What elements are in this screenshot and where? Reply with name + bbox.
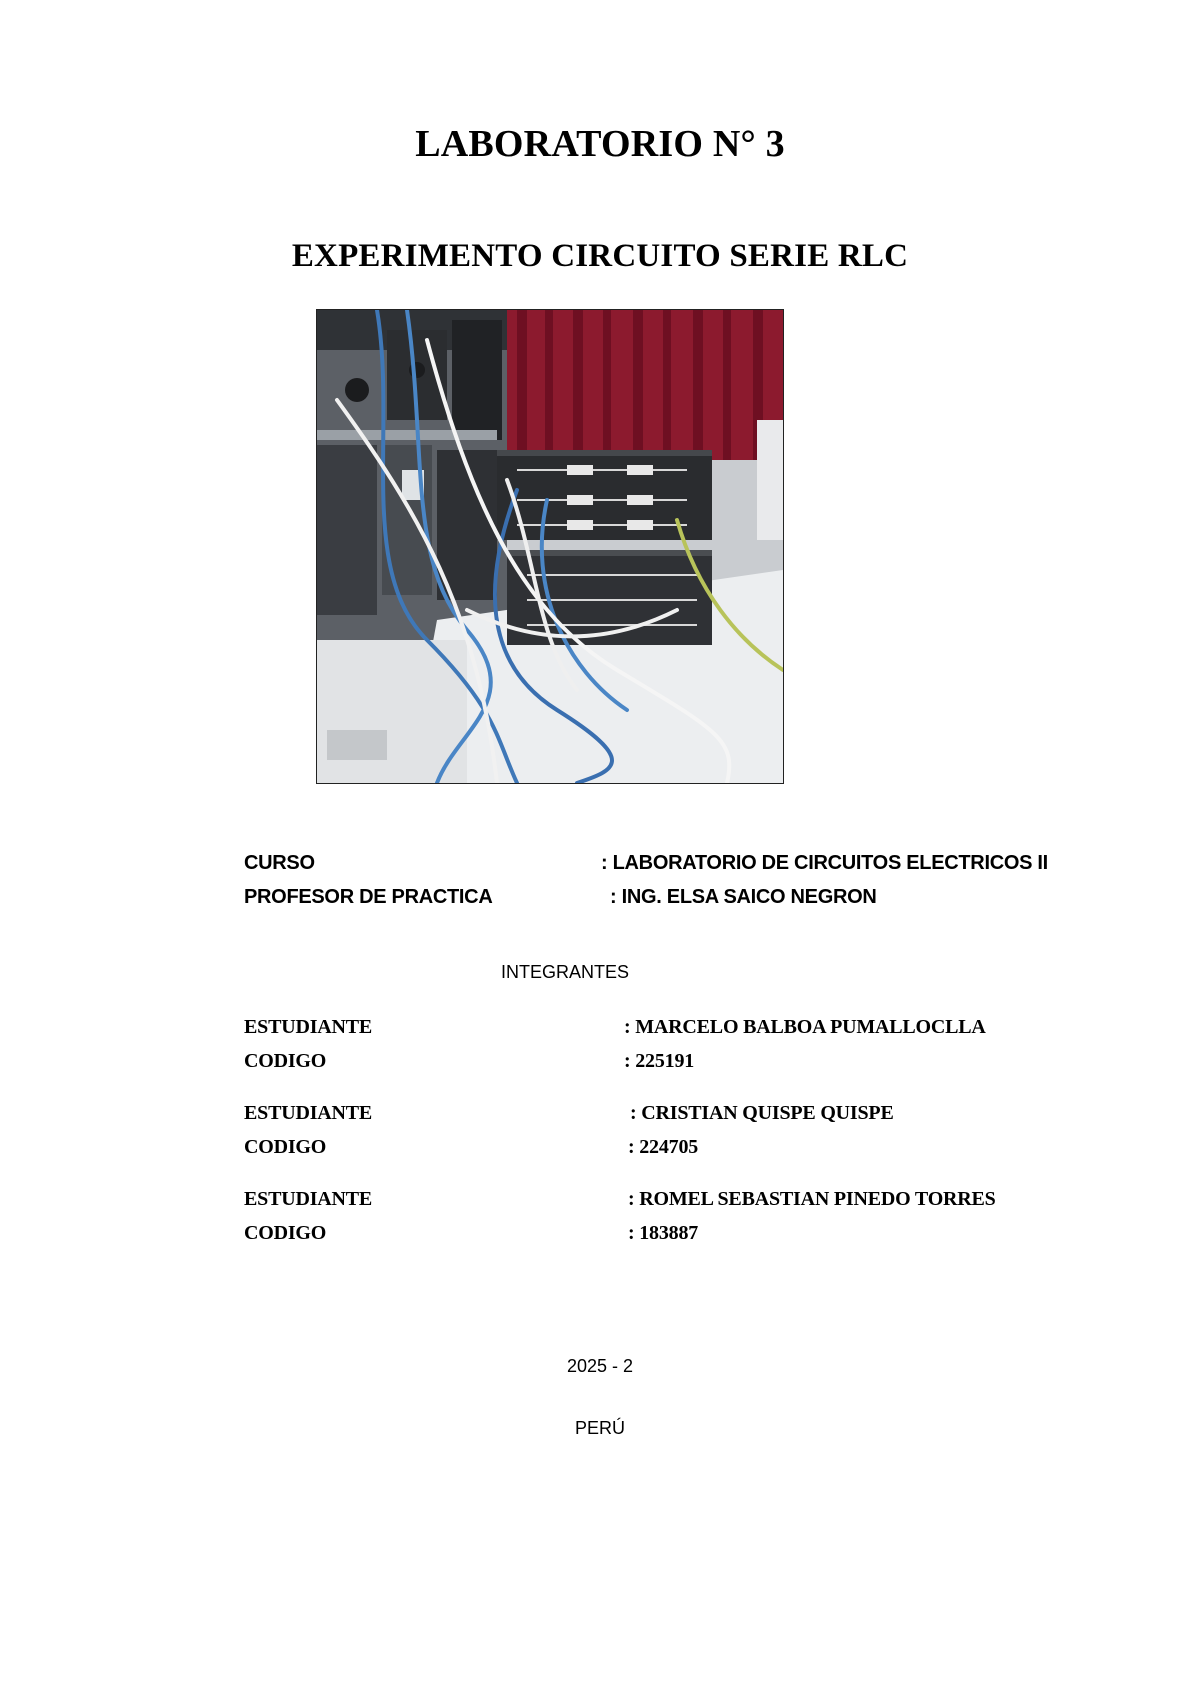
student-code: : 224705 [628, 1136, 699, 1158]
student-label: ESTUDIANTE [244, 1102, 373, 1124]
student-name: : MARCELO BALBOA PUMALLOCLLA [624, 1016, 986, 1038]
student-row [244, 1016, 986, 1039]
student-label: ESTUDIANTE [244, 1188, 373, 1210]
student-row [244, 1188, 996, 1211]
code-row [244, 1222, 699, 1245]
student-row [244, 1102, 894, 1125]
professor-row [244, 886, 877, 909]
course-value: : LABORATORIO DE CIRCUITOS ELECTRICOS II [601, 852, 1048, 874]
student-code: : 183887 [628, 1222, 699, 1244]
code-row [244, 1050, 695, 1073]
code-label: CODIGO [244, 1222, 327, 1244]
professor-label: PROFESOR DE PRACTICA [244, 886, 493, 908]
course-label: CURSO [244, 852, 315, 874]
student-name: : ROMEL SEBASTIAN PINEDO TORRES [628, 1188, 996, 1210]
student-code: : 225191 [624, 1050, 695, 1072]
course-row [244, 852, 1048, 875]
lab-equipment-photo [316, 309, 784, 784]
student-label: ESTUDIANTE [244, 1016, 373, 1038]
academic-period: 2025 - 2 [566, 1356, 634, 1376]
professor-value: : ING. ELSA SAICO NEGRON [610, 886, 877, 908]
document-title: LABORATORIO N° 3 [415, 123, 785, 165]
code-row [244, 1136, 699, 1159]
document-subtitle: EXPERIMENTO CIRCUITO SERIE RLC [291, 238, 909, 274]
code-label: CODIGO [244, 1136, 327, 1158]
members-heading: INTEGRANTES [500, 962, 629, 982]
student-name: : CRISTIAN QUISPE QUISPE [630, 1102, 894, 1124]
country: PERÚ [574, 1418, 625, 1438]
code-label: CODIGO [244, 1050, 327, 1072]
